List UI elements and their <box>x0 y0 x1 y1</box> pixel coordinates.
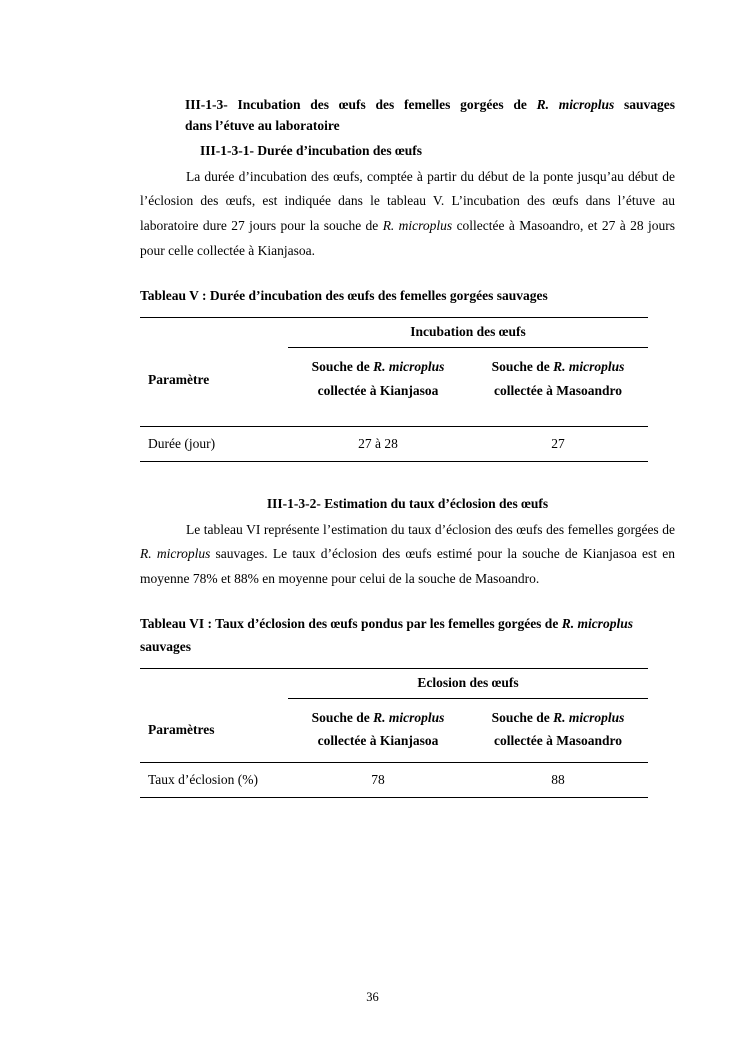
table-6-param-header: Paramètres <box>148 722 215 738</box>
col1-species-name: R. microplus <box>373 359 445 375</box>
paragraph-eclosion <box>140 518 675 592</box>
table-5-row-value-kianjasoa: 27 à 28 <box>288 426 468 461</box>
table-5 <box>140 317 648 461</box>
t6-col1-species-name: R. microplus <box>373 709 445 725</box>
paragraph2-text-a: Le tableau VI représente l’estimation du taux d’éclosion des œufs des femelles gorgées de <box>186 521 675 537</box>
col1-text-b: collectée à Kianjasoa <box>317 382 439 398</box>
col2-text-a: Souche de <box>491 359 554 375</box>
section-heading-iii-1-3 <box>185 95 675 137</box>
table-6-caption <box>140 613 675 658</box>
table-6-caption-b: sauvages <box>140 638 192 654</box>
table-5-header-rule <box>140 412 648 427</box>
t6-col1-text-b: collectée à Kianjasoa <box>317 733 439 749</box>
t6-col2-text-a: Souche de <box>491 709 554 725</box>
col2-species-name: R. microplus <box>553 359 625 375</box>
table-5-row-label: Durée (jour) <box>140 426 288 461</box>
table-row <box>140 668 648 698</box>
col2-text-b: collectée à Masoandro <box>494 382 622 398</box>
table-5-caption: Tableau V : Durée d’incubation des œufs des femelles gorgées sauvages <box>140 288 548 304</box>
table-6-empty-corner <box>140 668 288 698</box>
table-5-param-header: Paramètre <box>148 371 210 387</box>
table-6-row-value-kianjasoa: 78 <box>288 763 468 798</box>
table-row <box>140 318 648 348</box>
table-6-col2-header <box>468 698 648 762</box>
paragraph2-species-name: R. microplus <box>140 546 211 562</box>
subsection-heading-iii-1-3-1: III-1-3-1- Durée d’incubation des œufs <box>200 142 423 158</box>
page-number: 36 <box>366 990 379 1004</box>
heading-text-b: sauvages <box>614 97 675 112</box>
table-6-col1-header <box>288 698 468 762</box>
t6-col2-species-name: R. microplus <box>553 709 625 725</box>
section-spacer <box>140 462 675 496</box>
subsection-heading-iii-1-3-2: III-1-3-2- Estimation du taux d’éclosion des œufs <box>266 495 549 511</box>
table-6-row-label: Taux d’éclosion (%) <box>140 763 288 798</box>
paragraph2-text-b: sauvages. Le taux d’éclosion des œufs estimé pour la souche de Kianjasoa est en moyenne 78% et 88% en moyenne pour celui de la souche de Masoandro. <box>140 546 676 586</box>
table-row <box>140 348 648 412</box>
t6-col2-text-b: collectée à Masoandro <box>494 733 622 749</box>
table-6-row-value-masoandro: 88 <box>468 763 648 798</box>
table-row <box>140 426 648 461</box>
heading-species-name: R. microplus <box>536 97 615 112</box>
col1-text-a: Souche de <box>311 359 374 375</box>
paragraph-species-name: R. microplus <box>382 217 453 233</box>
table-6-group-header: Eclosion des œufs <box>288 668 648 698</box>
heading-text-a: III-1-3- Incubation des œufs des femelles gorgées de <box>185 97 537 112</box>
table-row <box>140 698 648 762</box>
table-6-caption-a: Tableau VI : Taux d’éclosion des œufs pondus par les femelles gorgées de <box>140 616 562 632</box>
table-5-empty-corner <box>140 318 288 348</box>
table-6 <box>140 668 648 798</box>
paragraph-text-a: La durée d’incubation des œufs, comptée à partir du début de la ponte jusqu’au début de l’éclosion des œufs, est indiquée dans le tableau V. L’incubation des œufs dans l’étuve au laboratoire dure 27 jours pour la souche de <box>140 168 675 233</box>
heading-line-1 <box>185 95 675 116</box>
paragraph-text-b: collectée à Masoandro, et 27 à 28 jours pour celle collectée à Kianjasoa. <box>140 217 675 258</box>
table-row <box>140 763 648 798</box>
heading-line-2: dans l’étuve au laboratoire <box>185 117 340 133</box>
table-5-row-value-masoandro: 27 <box>468 426 648 461</box>
t6-col1-text-a: Souche de <box>311 709 374 725</box>
table-5-group-header: Incubation des œufs <box>288 318 648 348</box>
paragraph-incubation <box>140 165 675 263</box>
table-6-caption-species: R. microplus <box>561 616 633 632</box>
table-5-col2-header <box>468 348 648 412</box>
table-5-col1-header <box>288 348 468 412</box>
